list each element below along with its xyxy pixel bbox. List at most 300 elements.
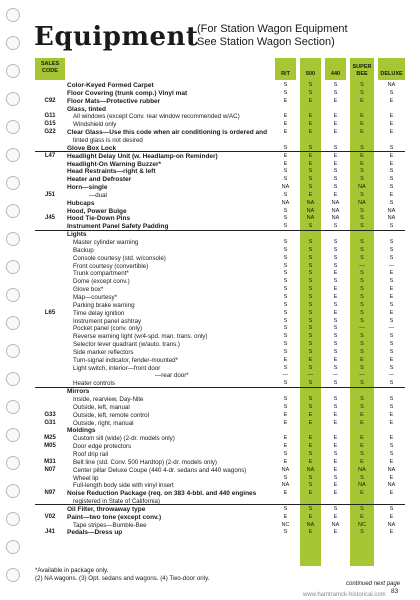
sales-code: M25 [44, 435, 56, 442]
table-row [35, 325, 405, 333]
footnote-1: *Available in package only. [35, 567, 109, 574]
availability-cell: S [283, 325, 288, 332]
availability-cell: E [389, 458, 394, 465]
binder-hole [6, 204, 20, 218]
table-row [35, 294, 405, 302]
availability-cell: S [360, 380, 364, 387]
item-label: Instrument Panel Safety Padding [67, 223, 169, 231]
item-label: Color-Keyed Formed Carpet [67, 82, 154, 89]
availability-cell: S [360, 286, 364, 293]
availability-cell: S [308, 403, 313, 410]
availability-cell: E [389, 529, 394, 536]
availability-cell: E [283, 411, 288, 418]
availability-cell: S [389, 396, 394, 402]
table-row [35, 514, 405, 522]
binder-hole [6, 232, 20, 246]
availability-cell: E [333, 152, 338, 159]
table-row [35, 333, 405, 341]
availability-cell: S [308, 482, 313, 489]
table-row [35, 247, 405, 255]
availability-cell: E [308, 458, 313, 465]
item-label: Floor Covering (trunk comp.) Vinyl mat [67, 89, 188, 97]
table-row [35, 176, 405, 184]
table-row [35, 451, 405, 459]
table-row [35, 467, 405, 475]
availability-cell: E [360, 129, 364, 136]
availability-cell: E [308, 129, 313, 136]
sales-code: N07 [44, 466, 56, 473]
availability-cell: NA [387, 207, 396, 214]
availability-cell: S [360, 254, 364, 261]
sales-code: G22 [44, 129, 56, 136]
availability-cell: S [283, 246, 288, 253]
availability-cell: NA [387, 521, 396, 528]
availability-cell: — [388, 262, 395, 269]
table-row [35, 435, 405, 443]
availability-cell: S [283, 341, 288, 348]
availability-cell: S [360, 270, 364, 277]
availability-cell: S [283, 529, 288, 536]
availability-cell: S [333, 364, 338, 371]
item-label: registered in State of California) [73, 498, 161, 506]
availability-cell: E [283, 152, 288, 159]
availability-cell: S [360, 168, 364, 175]
item-label: All windows (except Conv. rear window recommended w/AC) [73, 113, 240, 121]
table-row [35, 506, 405, 514]
availability-cell: S [360, 293, 364, 300]
item-label: Outside, left, manual [73, 403, 130, 411]
table-row [35, 404, 405, 412]
binder-hole [6, 260, 20, 274]
availability-cell: S [333, 144, 338, 151]
availability-cell: E [333, 435, 338, 442]
availability-cell: NA [358, 466, 366, 473]
availability-cell: NA [281, 466, 290, 473]
table-row [35, 106, 405, 114]
item-label: Heater and Defroster [67, 176, 132, 184]
availability-cell: S [308, 246, 313, 253]
sales-code: N97 [44, 490, 56, 497]
sales-code: G15 [44, 121, 56, 128]
availability-cell: S [308, 505, 313, 512]
table-row [35, 310, 405, 318]
availability-cell: S [283, 309, 288, 316]
availability-cell: E [389, 113, 394, 120]
availability-cell: E [360, 435, 364, 442]
table-row [35, 168, 405, 176]
availability-cell: E [389, 129, 394, 136]
table-row [35, 302, 405, 310]
availability-cell: S [360, 301, 364, 308]
item-label: Tape stripes—Bumble-Bee [73, 521, 147, 529]
availability-cell: S [360, 474, 364, 481]
availability-cell: S [333, 403, 338, 410]
availability-cell: S [283, 348, 288, 355]
availability-cell: S [283, 364, 288, 371]
availability-cell: E [389, 270, 394, 277]
availability-cell: S [333, 262, 338, 269]
availability-cell: S [360, 341, 364, 348]
availability-cell: S [283, 89, 288, 96]
availability-cell: S [360, 348, 364, 355]
availability-cell: E [389, 513, 394, 520]
availability-cell: S [283, 380, 288, 387]
availability-cell: E [333, 419, 338, 426]
availability-cell: NA [306, 215, 315, 222]
availability-cell: S [333, 450, 338, 457]
availability-cell: S [308, 239, 313, 245]
availability-cell: E [333, 458, 338, 465]
table-row [35, 231, 405, 239]
table-row [35, 239, 405, 247]
availability-cell: NA [358, 199, 366, 206]
sales-code: G31 [44, 419, 56, 426]
availability-cell: E [389, 474, 394, 481]
availability-cell: E [389, 160, 394, 167]
availability-cell: E [389, 191, 394, 198]
availability-cell: E [308, 121, 313, 128]
sales-code: M05 [44, 443, 56, 450]
availability-cell: E [360, 513, 364, 520]
availability-cell: S [360, 207, 364, 214]
availability-cell: S [360, 317, 364, 324]
binder-hole [6, 372, 20, 386]
availability-cell: E [360, 152, 364, 159]
availability-cell: NA [306, 466, 315, 473]
binder-hole [6, 8, 20, 22]
binder-hole [6, 400, 20, 414]
item-label: Horn—single [67, 184, 108, 192]
sales-code-header [35, 61, 65, 75]
item-label: Lights [67, 231, 87, 239]
availability-cell: S [283, 396, 288, 402]
availability-cell: S [360, 215, 364, 222]
binder-hole [6, 36, 20, 50]
availability-cell: E [389, 293, 394, 300]
availability-cell: E [308, 490, 313, 497]
availability-cell: E [308, 160, 313, 167]
table-row [35, 475, 405, 483]
availability-cell: S [333, 341, 338, 348]
item-label: Floor Mats—Protective rubber [67, 97, 161, 105]
table-row [35, 388, 405, 396]
availability-cell: S [333, 254, 338, 261]
item-label: Instrument panel ashtray [73, 317, 142, 325]
availability-cell: S [360, 364, 364, 371]
model-header-line: DELUXE [380, 71, 403, 77]
table-row [35, 184, 405, 192]
item-label: Hood, Power Bulge [67, 207, 127, 215]
availability-cell: E [360, 411, 364, 418]
availability-cell: E [283, 435, 288, 442]
availability-cell: — [282, 372, 289, 379]
availability-cell: S [333, 223, 338, 230]
availability-cell: S [360, 82, 364, 88]
availability-cell: E [333, 482, 338, 489]
availability-cell: S [360, 191, 364, 198]
item-label: Master cylinder warning [73, 239, 139, 246]
availability-cell: S [360, 505, 364, 512]
availability-cell: E [308, 513, 313, 520]
availability-cell: S [308, 309, 313, 316]
table-row [35, 365, 405, 373]
availability-cell: E [283, 121, 288, 128]
availability-cell: S [333, 380, 338, 387]
availability-cell: S [283, 176, 288, 183]
availability-cell: E [283, 160, 288, 167]
binder-hole [6, 568, 20, 582]
availability-cell: S [360, 278, 364, 285]
item-label: Dome (except conv.) [73, 278, 130, 286]
table-row [35, 98, 405, 106]
availability-cell: E [308, 152, 313, 159]
availability-cell: S [333, 82, 338, 88]
model-header-line: 440 [330, 71, 341, 77]
availability-cell: S [389, 223, 394, 230]
availability-cell: S [389, 168, 394, 175]
item-label: Belt line (std. Conv. 500 Hardtop) (2-dr. models only) [73, 458, 217, 466]
table-row [35, 412, 405, 420]
availability-cell: S [308, 184, 313, 191]
item-label: Roof drip rail [73, 450, 109, 458]
availability-cell: S [360, 176, 364, 183]
page-title: Equipment [34, 22, 199, 52]
availability-cell: NA [387, 482, 396, 489]
availability-cell: E [360, 458, 364, 465]
availability-cell: E [333, 443, 338, 450]
availability-cell: S [283, 450, 288, 457]
availability-cell: S [333, 325, 338, 332]
availability-cell: E [389, 490, 394, 497]
equipment-table [35, 58, 405, 566]
item-label: Time delay ignition [73, 309, 125, 317]
availability-cell: E [333, 513, 338, 520]
availability-cell: S [283, 191, 288, 198]
item-label: —rear door* [155, 372, 189, 380]
item-label: Windshield only [73, 121, 117, 129]
sales-code: J51 [44, 191, 55, 198]
item-label: Head Restraints—right & left [67, 168, 156, 176]
table-row [35, 90, 405, 98]
item-label: Pedals—Dress up [67, 529, 123, 537]
sales-code: J41 [44, 529, 55, 536]
model-header-line: SUPER [352, 64, 372, 70]
availability-cell: S [283, 82, 288, 88]
availability-cell: E [333, 529, 338, 536]
availability-cell: S [389, 443, 394, 450]
item-label: Full-length body side with vinyl insert [73, 482, 174, 490]
availability-cell: S [308, 168, 313, 175]
model-header [300, 71, 321, 78]
availability-cell: NA [331, 521, 340, 528]
availability-cell: — [332, 372, 339, 379]
item-label: Glove box* [73, 286, 104, 294]
availability-cell: S [389, 403, 394, 410]
availability-cell: E [333, 129, 338, 136]
availability-cell: S [283, 278, 288, 285]
availability-cell: NA [387, 82, 396, 88]
availability-cell: E [360, 443, 364, 450]
item-label: Door edge protectors [73, 443, 132, 451]
availability-cell: E [333, 121, 338, 128]
availability-cell: S [283, 254, 288, 261]
item-label: Clear Glass—Use this code when air conditioning is ordered and [67, 129, 268, 137]
item-label: Moldings [67, 427, 96, 435]
availability-cell: E [360, 419, 364, 426]
availability-cell: E [389, 309, 394, 316]
item-label: Outside, right, manual [73, 419, 134, 427]
availability-cell: NA [281, 184, 290, 191]
table-row [35, 255, 405, 263]
availability-cell: NA [358, 482, 366, 489]
availability-cell: S [283, 168, 288, 175]
item-label: Side marker reflectors [73, 348, 134, 356]
availability-cell: NC [281, 521, 290, 528]
availability-cell: NA [331, 199, 340, 206]
sales-code-header-line: CODE [42, 68, 58, 74]
availability-cell: S [389, 450, 394, 457]
availability-cell: S [283, 239, 288, 245]
availability-cell: NA [358, 184, 366, 191]
availability-cell: — [307, 372, 314, 379]
availability-cell: S [333, 474, 338, 481]
sales-code-header-line: SALES [40, 61, 60, 67]
availability-cell: — [359, 262, 365, 269]
table-row [35, 161, 405, 169]
availability-cell: E [389, 286, 394, 293]
item-label: Inside, rearview, Day-Nite [73, 396, 144, 403]
availability-cell: S [389, 505, 394, 512]
table-row [35, 482, 405, 490]
table-row [35, 490, 405, 498]
availability-cell: S [308, 380, 313, 387]
availability-cell: S [389, 144, 394, 151]
availability-cell: E [333, 160, 338, 167]
sales-code: V02 [44, 513, 56, 520]
availability-cell: S [283, 505, 288, 512]
table-row [35, 286, 405, 294]
availability-cell: E [308, 419, 313, 426]
item-label: tinted glass is not desired [73, 136, 143, 144]
availability-cell: S [308, 301, 313, 308]
footnote-2: (2) NA wagons. (3) Opt. sedans and wagons. (4) Two-door only. [35, 575, 210, 582]
availability-cell: S [308, 474, 313, 481]
availability-cell: — [388, 325, 395, 332]
model-header [325, 71, 346, 78]
availability-cell: NC [358, 521, 366, 528]
table-row [35, 318, 405, 326]
availability-cell: E [283, 419, 288, 426]
availability-cell: — [388, 372, 395, 379]
availability-cell: S [389, 317, 394, 324]
sales-code: J45 [44, 215, 55, 222]
binder-hole [6, 316, 20, 330]
item-label: Paint—two tone (except conv.) [67, 513, 162, 521]
availability-cell: S [389, 246, 394, 253]
availability-cell: E [360, 356, 364, 363]
availability-cell: NA [331, 215, 340, 222]
availability-cell: E [333, 411, 338, 418]
availability-cell: E [333, 97, 338, 104]
availability-cell: E [360, 113, 364, 120]
table-row [35, 341, 405, 349]
table-row [35, 529, 405, 537]
table-row [35, 82, 405, 90]
availability-cell: E [308, 529, 313, 536]
binder-hole [6, 148, 20, 162]
item-label: Hubcaps [67, 199, 95, 207]
table-row [35, 137, 405, 145]
availability-cell: E [333, 309, 338, 316]
availability-cell: S [283, 223, 288, 230]
binder-hole [6, 540, 20, 554]
sales-code: G11 [44, 113, 56, 120]
availability-cell: S [360, 403, 364, 410]
availability-cell: S [360, 529, 364, 536]
availability-cell: S [308, 364, 313, 371]
table-row [35, 263, 405, 271]
binder-hole [6, 176, 20, 190]
availability-cell: — [359, 325, 365, 332]
availability-cell: — [359, 372, 365, 379]
availability-cell: NA [281, 482, 290, 489]
availability-cell: S [308, 396, 313, 402]
availability-cell: S [389, 364, 394, 371]
availability-cell: E [333, 270, 338, 277]
availability-cell: S [360, 396, 364, 402]
availability-cell: S [308, 278, 313, 285]
model-header-line: 500 [305, 71, 316, 77]
sales-code: M31 [44, 458, 56, 465]
sales-code: C92 [44, 97, 56, 104]
availability-cell: E [283, 113, 288, 120]
availability-cell: E [308, 97, 313, 104]
availability-cell: S [308, 82, 313, 88]
availability-cell: S [360, 246, 364, 253]
item-label: Map—courtesy* [73, 293, 118, 301]
item-label: Reverse warning light (w/4-spd. man. trans. only) [73, 333, 208, 341]
availability-cell: E [283, 490, 288, 497]
binder-hole [6, 288, 20, 302]
sales-code: G33 [44, 411, 56, 418]
availability-cell: S [389, 380, 394, 387]
availability-cell: S [283, 207, 288, 214]
availability-cell: S [333, 176, 338, 183]
availability-cell: E [389, 356, 394, 363]
sales-code: L47 [44, 152, 56, 159]
availability-cell: S [308, 333, 313, 340]
availability-cell: E [283, 443, 288, 450]
availability-cell: S [333, 301, 338, 308]
item-label: Heater controls [73, 380, 115, 388]
item-label: Wheel lip [73, 474, 99, 482]
continued-note: continued next page [346, 581, 401, 587]
availability-cell: E [283, 513, 288, 520]
availability-cell: S [283, 144, 288, 151]
model-header [378, 71, 405, 78]
availability-cell: NA [331, 207, 340, 214]
availability-cell: E [333, 191, 338, 198]
availability-cell: S [333, 168, 338, 175]
availability-cell: S [308, 89, 313, 96]
availability-cell: S [389, 176, 394, 183]
availability-cell: S [333, 396, 338, 402]
availability-cell: E [308, 435, 313, 442]
item-label: Hood Tie-Down Pins [67, 215, 131, 223]
availability-cell: E [360, 97, 364, 104]
table-row [35, 192, 405, 200]
availability-cell: S [389, 333, 394, 340]
